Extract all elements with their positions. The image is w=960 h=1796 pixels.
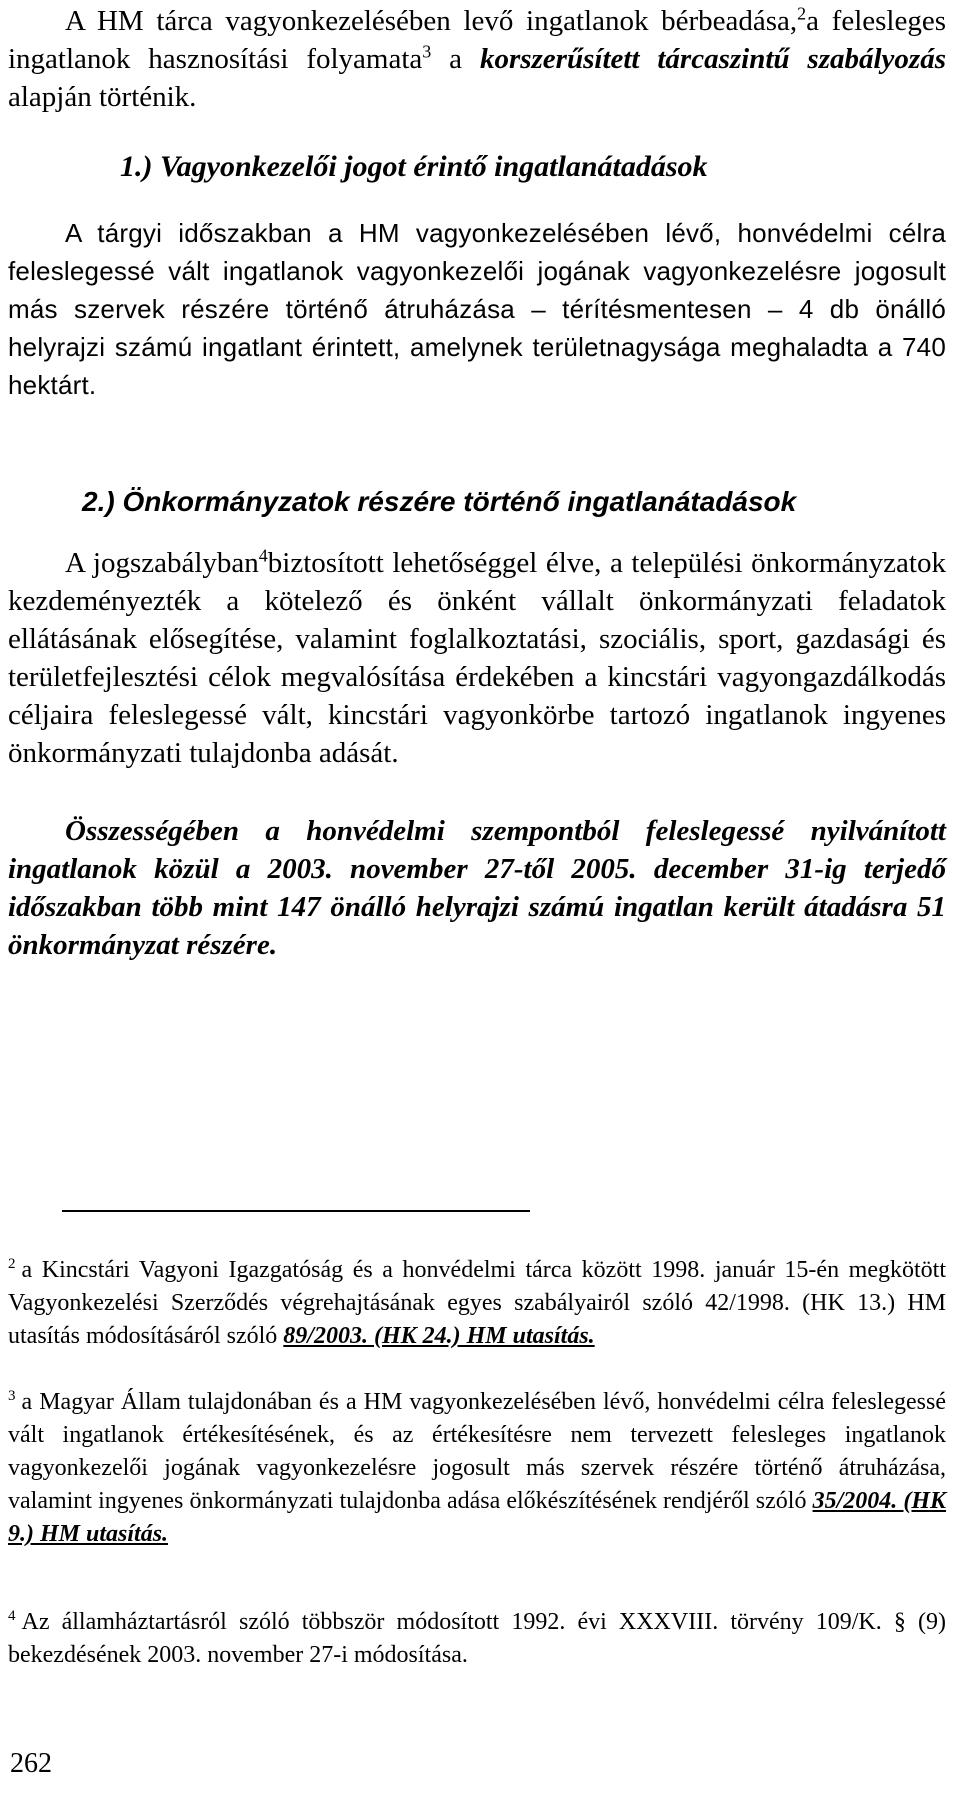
footnote-text: a Magyar Állam tulajdonában és a HM vagyonkezelésében lévő, honvédelmi célra feleslegessé vált ingatlanok értékesítésének, és az értékesítésre nem tervezett felesleges ingatlanok vagyonkezelői jogának vagyonkezelésre jogosult más szervek részére történő átruházása, valamint ingyenes önkormányzati tulajdonba adása előkészítésének rendjéről szóló xyxy=(8,1389,946,1514)
section2-text-b: biztosított lehetőséggel élve, a települési önkormányzatok kezdeményezték a kötelező és önként vállalt önkormányzati feladatok ellátásának elősegítése, valamint foglalkoztatási, szociális, sport, gazdasági és területfejlesztési célok megvalósítása érdekében a kincstári vagyongazdálkodás céljaira feleslegessé vált, kincstári vagyonkörbe tartozó ingatlanok ingyenes önkormányzati tulajdonba adását. xyxy=(8,547,946,769)
footnote-number: 3 xyxy=(8,1388,16,1404)
footnote-separator xyxy=(62,1210,530,1212)
footnote-link[interactable]: 89/2003. (HK 24.) HM utasítás. xyxy=(283,1323,595,1349)
intro-text-b: a felesleges ingatlanok hasznosítási folyamata xyxy=(8,5,946,75)
section1-paragraph xyxy=(8,214,946,404)
footnote-4 xyxy=(8,1606,946,1672)
footnote-text: Az államháztartásról szóló többször módosított 1992. évi XXXVIII. törvény 109/K. § (9) bekezdésének 2003. november 27-i módosítása. xyxy=(8,1609,946,1668)
footnote-ref-3[interactable]: 3 xyxy=(422,41,432,62)
footnote-number: 2 xyxy=(8,1256,16,1272)
intro-paragraph xyxy=(8,2,946,116)
section-heading-1: 1.) Vagyonkezelői jogot érintő ingatlanátadások xyxy=(120,150,708,183)
intro-emphasis: korszerűsített tárcaszintű szabályozás xyxy=(479,43,946,75)
summary-text: Összességében a honvédelmi szempontból feleslegessé nyilvánított ingatlanok közül a 2003. november 27-től 2005. december 31-ig terjedő időszakban több mint 147 önálló helyrajzi számú ingatlan került átadásra 51 önkormányzat részére. xyxy=(8,815,946,961)
footnote-text: a Kincstári Vagyoni Igazgatóság és a honvédelmi tárca között 1998. január 15-én megkötött Vagyonkezelési Szerződés végrehajtásának egyes szabályairól szóló 42/1998. (HK 13.) HM utasítás módosításáról szóló xyxy=(8,1257,946,1349)
intro-text-c: a xyxy=(431,43,480,75)
footnote-number: 4 xyxy=(8,1608,16,1624)
section-heading-2: 2.) Önkormányzatok részére történő ingatlanátadások xyxy=(82,486,797,517)
footnote-2 xyxy=(8,1254,946,1353)
footnote-3 xyxy=(8,1386,946,1551)
footnote-ref-4[interactable]: 4 xyxy=(258,545,268,566)
footnote-link[interactable]: 35/2004. (HK 9.) HM utasítás. xyxy=(8,1488,947,1547)
summary-paragraph xyxy=(8,812,946,964)
page-number: 262 xyxy=(10,1748,52,1779)
intro-text-a: A HM tárca vagyonkezelésében levő ingatlanok bérbeadása, xyxy=(65,5,798,37)
section2-text-a: A jogszabályban xyxy=(65,547,259,579)
footnote-ref-2[interactable]: 2 xyxy=(797,3,807,24)
section2-paragraph xyxy=(8,544,946,772)
section1-text: A tárgyi időszakban a HM vagyonkezelésében lévő, honvédelmi célra feleslegessé vált ingatlanok vagyonkezelői jogának vagyonkezelésre jogosult más szervek részére történő átruházása – térítésmentesen – 4 db önálló helyrajzi számú ingatlant érintett, amelynek területnagysága meghaladta a 740 hektárt. xyxy=(8,218,946,400)
intro-text-d: alapján történik. xyxy=(8,81,197,113)
